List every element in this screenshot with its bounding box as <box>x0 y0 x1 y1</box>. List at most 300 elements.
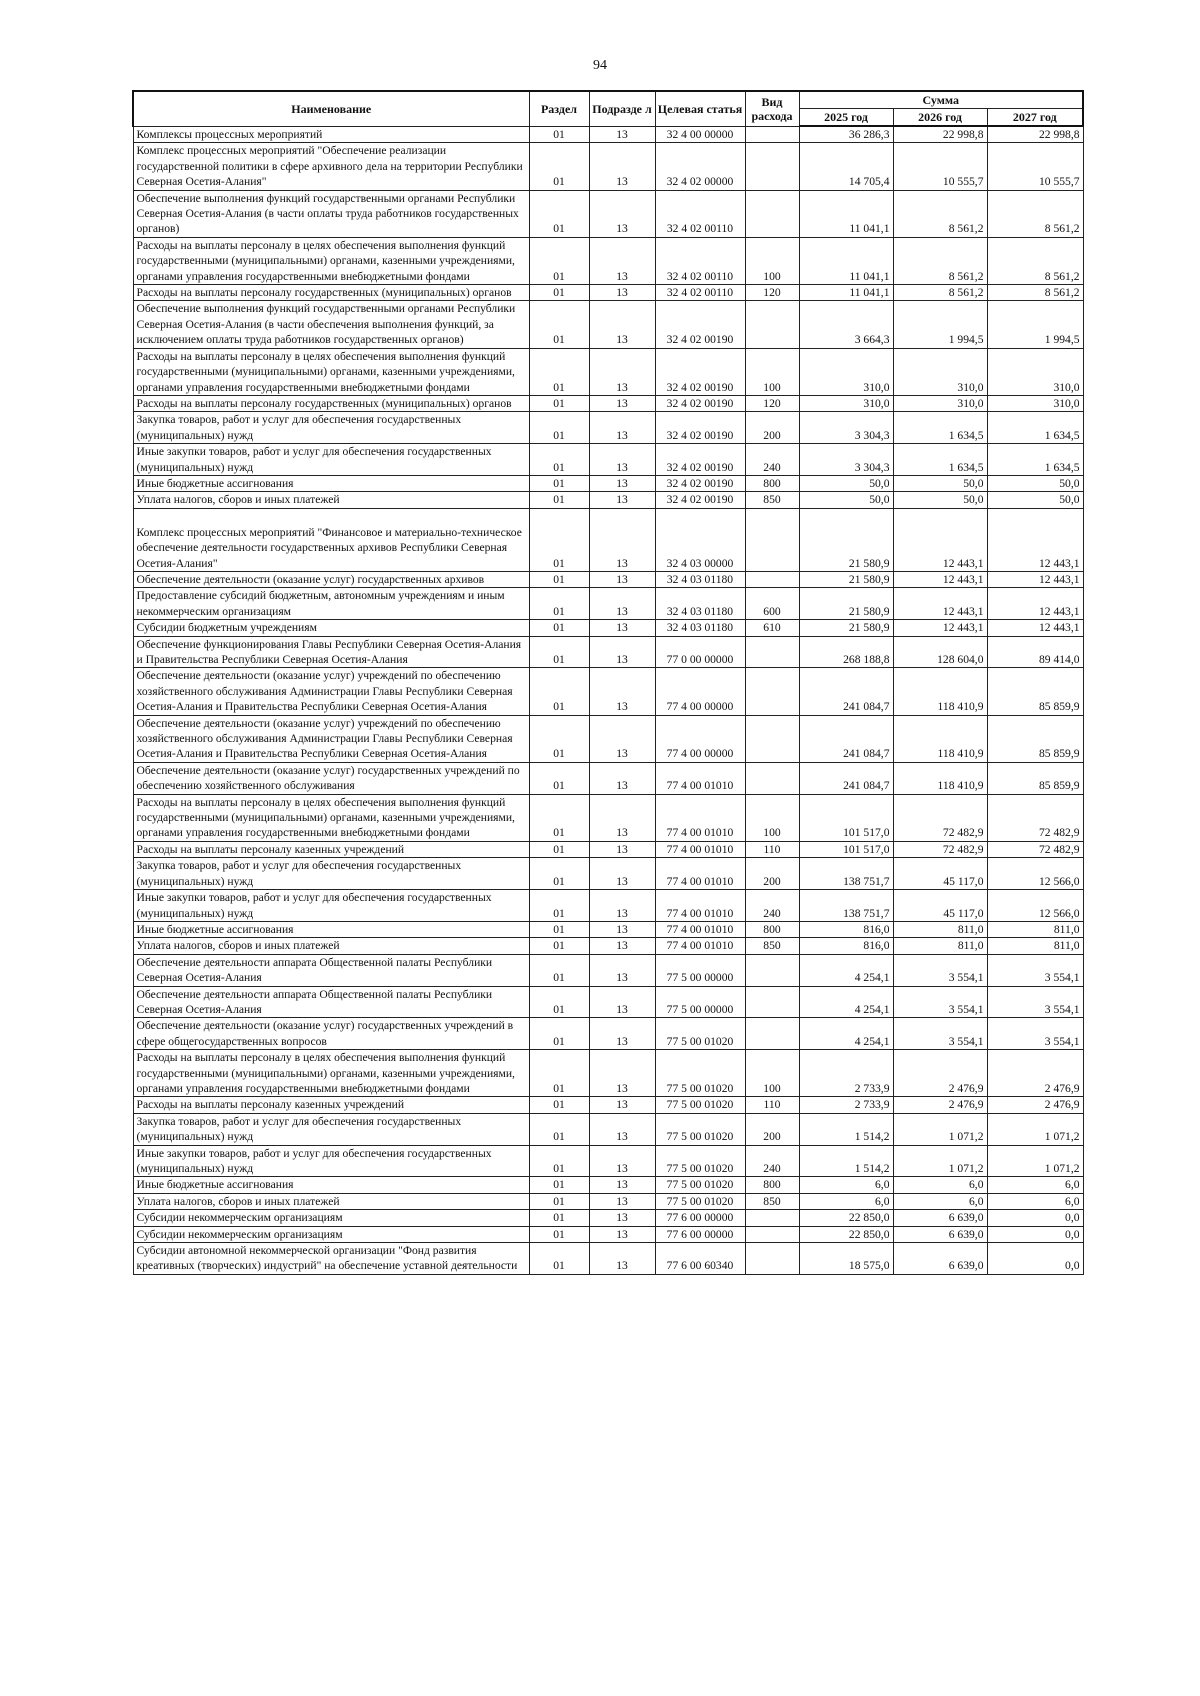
row-section: 01 <box>529 492 589 508</box>
row-sum-2025: 36 286,3 <box>799 126 893 143</box>
row-sum-2025: 310,0 <box>799 348 893 395</box>
row-sum-2026: 72 482,9 <box>893 841 987 857</box>
row-section: 01 <box>529 1018 589 1050</box>
row-sum-2026: 8 561,2 <box>893 285 987 301</box>
row-target: 32 4 02 00190 <box>655 301 745 348</box>
row-subsection: 13 <box>589 715 655 762</box>
row-sum-2026: 8 561,2 <box>893 190 987 237</box>
row-sum-2026: 6,0 <box>893 1177 987 1193</box>
row-sum-2027: 85 859,9 <box>987 668 1083 715</box>
row-sum-2027: 6,0 <box>987 1177 1083 1193</box>
row-name: Субсидии некоммерческим организациям <box>133 1226 529 1242</box>
row-name: Обеспечение деятельности (оказание услуг) государственных учреждений по обеспечению хозяйственного обслуживания <box>133 762 529 794</box>
row-section: 01 <box>529 938 589 954</box>
row-subsection: 13 <box>589 794 655 841</box>
table-row <box>133 571 1083 587</box>
row-sum-2026: 1 634,5 <box>893 444 987 476</box>
row-target: 77 5 00 01020 <box>655 1018 745 1050</box>
row-sum-2027: 6,0 <box>987 1193 1083 1209</box>
row-target: 77 5 00 01020 <box>655 1177 745 1193</box>
row-sum-2026: 3 554,1 <box>893 954 987 986</box>
row-name: Расходы на выплаты персоналу в целях обеспечения выполнения функций государственными (муниципальными) органами, казенными учреждениями, органами управления государственными внебюджетными фондами <box>133 794 529 841</box>
row-name: Субсидии бюджетным учреждениям <box>133 620 529 636</box>
row-name: Иные закупки товаров, работ и услуг для обеспечения государственных (муниципальных) нужд <box>133 444 529 476</box>
row-sum-2025: 3 304,3 <box>799 412 893 444</box>
table-body <box>133 126 1083 1274</box>
row-section: 01 <box>529 986 589 1018</box>
row-target: 77 4 00 00000 <box>655 715 745 762</box>
table-row <box>133 508 1083 571</box>
row-subsection: 13 <box>589 954 655 986</box>
table-row <box>133 1097 1083 1113</box>
row-sum-2027: 12 566,0 <box>987 890 1083 922</box>
row-sum-2027: 811,0 <box>987 921 1083 937</box>
row-kind: 800 <box>745 475 799 491</box>
row-kind <box>745 1018 799 1050</box>
row-kind: 200 <box>745 858 799 890</box>
row-section: 01 <box>529 1050 589 1097</box>
row-sum-2025: 1 514,2 <box>799 1113 893 1145</box>
row-name: Иные закупки товаров, работ и услуг для обеспечения государственных (муниципальных) нужд <box>133 890 529 922</box>
row-name: Расходы на выплаты персоналу в целях обеспечения выполнения функций государственными (муниципальными) органами, казенными учреждениями, органами управления государственными внебюджетными фондами <box>133 1050 529 1097</box>
table-row <box>133 588 1083 620</box>
row-sum-2027: 2 476,9 <box>987 1097 1083 1113</box>
row-sum-2025: 138 751,7 <box>799 890 893 922</box>
row-target: 32 4 02 00190 <box>655 492 745 508</box>
row-sum-2026: 128 604,0 <box>893 636 987 668</box>
row-section: 01 <box>529 285 589 301</box>
row-kind: 800 <box>745 921 799 937</box>
row-sum-2026: 12 443,1 <box>893 571 987 587</box>
row-section: 01 <box>529 1113 589 1145</box>
row-target: 77 4 00 01010 <box>655 762 745 794</box>
row-target: 32 4 03 00000 <box>655 508 745 571</box>
row-name: Комплекс процессных мероприятий "Финансовое и материально-техническое обеспечение деятельности государственных архивов Республики Северная Осетия-Алания" <box>133 508 529 571</box>
row-target: 77 5 00 01020 <box>655 1145 745 1177</box>
table-row <box>133 938 1083 954</box>
row-subsection: 13 <box>589 1210 655 1226</box>
row-target: 77 4 00 01010 <box>655 921 745 937</box>
row-section: 01 <box>529 348 589 395</box>
row-sum-2027: 1 994,5 <box>987 301 1083 348</box>
row-subsection: 13 <box>589 444 655 476</box>
row-sum-2025: 2 733,9 <box>799 1050 893 1097</box>
row-sum-2026: 12 443,1 <box>893 620 987 636</box>
row-subsection: 13 <box>589 1243 655 1275</box>
row-kind: 100 <box>745 1050 799 1097</box>
table-row <box>133 986 1083 1018</box>
row-sum-2025: 11 041,1 <box>799 190 893 237</box>
row-subsection: 13 <box>589 1050 655 1097</box>
row-subsection: 13 <box>589 986 655 1018</box>
row-section: 01 <box>529 395 589 411</box>
row-sum-2027: 3 554,1 <box>987 954 1083 986</box>
row-subsection: 13 <box>589 858 655 890</box>
table-row <box>133 412 1083 444</box>
row-section: 01 <box>529 126 589 143</box>
row-kind: 200 <box>745 412 799 444</box>
row-section: 01 <box>529 1177 589 1193</box>
row-subsection: 13 <box>589 143 655 190</box>
table-row <box>133 1210 1083 1226</box>
row-sum-2027: 3 554,1 <box>987 1018 1083 1050</box>
row-kind <box>745 508 799 571</box>
row-section: 01 <box>529 841 589 857</box>
row-sum-2027: 12 443,1 <box>987 571 1083 587</box>
row-section: 01 <box>529 794 589 841</box>
row-target: 32 4 03 01180 <box>655 588 745 620</box>
row-sum-2027: 1 634,5 <box>987 444 1083 476</box>
row-kind <box>745 762 799 794</box>
row-sum-2025: 21 580,9 <box>799 571 893 587</box>
row-name: Иные бюджетные ассигнования <box>133 921 529 937</box>
row-target: 32 4 03 01180 <box>655 571 745 587</box>
row-sum-2025: 22 850,0 <box>799 1210 893 1226</box>
row-sum-2026: 6 639,0 <box>893 1243 987 1275</box>
row-name: Расходы на выплаты персоналу государственных (муниципальных) органов <box>133 285 529 301</box>
row-sum-2027: 22 998,8 <box>987 126 1083 143</box>
row-section: 01 <box>529 762 589 794</box>
row-kind <box>745 1210 799 1226</box>
row-sum-2026: 6 639,0 <box>893 1210 987 1226</box>
row-kind <box>745 143 799 190</box>
row-subsection: 13 <box>589 508 655 571</box>
row-section: 01 <box>529 668 589 715</box>
table-row <box>133 301 1083 348</box>
row-subsection: 13 <box>589 1193 655 1209</box>
row-section: 01 <box>529 143 589 190</box>
row-sum-2025: 6,0 <box>799 1177 893 1193</box>
row-name: Субсидии автономной некоммерческой организации "Фонд развития креативных (творческих) индустрий" на обеспечение уставной деятельности <box>133 1243 529 1275</box>
row-name: Обеспечение деятельности аппарата Общественной палаты Республики Северная Осетия-Алания <box>133 986 529 1018</box>
table-row <box>133 841 1083 857</box>
row-target: 32 4 02 00190 <box>655 412 745 444</box>
table-row <box>133 190 1083 237</box>
row-subsection: 13 <box>589 841 655 857</box>
table-row <box>133 668 1083 715</box>
row-kind <box>745 668 799 715</box>
row-sum-2027: 310,0 <box>987 348 1083 395</box>
row-sum-2025: 14 705,4 <box>799 143 893 190</box>
header-sum: Сумма <box>799 91 1083 109</box>
row-sum-2025: 138 751,7 <box>799 858 893 890</box>
row-sum-2027: 8 561,2 <box>987 285 1083 301</box>
row-sum-2025: 4 254,1 <box>799 954 893 986</box>
row-sum-2025: 4 254,1 <box>799 986 893 1018</box>
row-name: Расходы на выплаты персоналу государственных (муниципальных) органов <box>133 395 529 411</box>
row-target: 32 4 00 00000 <box>655 126 745 143</box>
row-target: 77 6 00 00000 <box>655 1210 745 1226</box>
row-name: Обеспечение деятельности (оказание услуг) учреждений по обеспечению хозяйственного обслуживания Администрации Главы Республики Северная Осетия-Алания и Правительства Республики Северная Осетия-Алания <box>133 668 529 715</box>
row-sum-2027: 12 443,1 <box>987 508 1083 571</box>
row-subsection: 13 <box>589 1018 655 1050</box>
row-sum-2026: 12 443,1 <box>893 588 987 620</box>
row-subsection: 13 <box>589 1226 655 1242</box>
row-sum-2027: 8 561,2 <box>987 190 1083 237</box>
row-sum-2027: 12 443,1 <box>987 588 1083 620</box>
table-row <box>133 620 1083 636</box>
row-sum-2027: 2 476,9 <box>987 1050 1083 1097</box>
row-sum-2027: 0,0 <box>987 1210 1083 1226</box>
row-subsection: 13 <box>589 921 655 937</box>
page-number: 94 <box>593 58 607 73</box>
row-target: 77 4 00 01010 <box>655 858 745 890</box>
row-section: 01 <box>529 412 589 444</box>
row-subsection: 13 <box>589 588 655 620</box>
header-subsection: Подразде л <box>589 91 655 126</box>
row-name: Обеспечение деятельности (оказание услуг) учреждений по обеспечению хозяйственного обслуживания Администрации Главы Республики Северная Осетия-Алания и Правительства Республики Северная Осетия-Алания <box>133 715 529 762</box>
row-name: Расходы на выплаты персоналу казенных учреждений <box>133 841 529 857</box>
row-target: 32 4 02 00190 <box>655 348 745 395</box>
row-sum-2027: 8 561,2 <box>987 237 1083 284</box>
row-target: 77 6 00 60340 <box>655 1243 745 1275</box>
row-section: 01 <box>529 890 589 922</box>
row-sum-2026: 1 071,2 <box>893 1113 987 1145</box>
row-kind: 110 <box>745 841 799 857</box>
row-subsection: 13 <box>589 1113 655 1145</box>
row-section: 01 <box>529 588 589 620</box>
row-sum-2025: 21 580,9 <box>799 508 893 571</box>
row-sum-2025: 268 188,8 <box>799 636 893 668</box>
row-sum-2026: 1 994,5 <box>893 301 987 348</box>
row-name: Расходы на выплаты персоналу в целях обеспечения выполнения функций государственными (муниципальными) органами, казенными учреждениями, органами управления государственными внебюджетными фондами <box>133 237 529 284</box>
header-target: Целевая статья <box>655 91 745 126</box>
row-sum-2027: 0,0 <box>987 1226 1083 1242</box>
row-target: 77 5 00 00000 <box>655 986 745 1018</box>
row-kind: 850 <box>745 492 799 508</box>
row-sum-2026: 118 410,9 <box>893 715 987 762</box>
row-section: 01 <box>529 921 589 937</box>
row-sum-2026: 6 639,0 <box>893 1226 987 1242</box>
row-subsection: 13 <box>589 126 655 143</box>
row-sum-2027: 1 071,2 <box>987 1113 1083 1145</box>
table-row <box>133 475 1083 491</box>
row-sum-2025: 816,0 <box>799 921 893 937</box>
table-row <box>133 395 1083 411</box>
row-sum-2026: 118 410,9 <box>893 668 987 715</box>
row-name: Иные бюджетные ассигнования <box>133 475 529 491</box>
row-kind <box>745 190 799 237</box>
row-kind <box>745 954 799 986</box>
row-section: 01 <box>529 1226 589 1242</box>
row-sum-2025: 1 514,2 <box>799 1145 893 1177</box>
row-subsection: 13 <box>589 1177 655 1193</box>
row-subsection: 13 <box>589 938 655 954</box>
row-sum-2026: 811,0 <box>893 921 987 937</box>
row-sum-2025: 21 580,9 <box>799 588 893 620</box>
row-subsection: 13 <box>589 190 655 237</box>
row-sum-2025: 22 850,0 <box>799 1226 893 1242</box>
header-2027: 2027 год <box>987 109 1083 127</box>
row-kind <box>745 986 799 1018</box>
row-sum-2025: 101 517,0 <box>799 841 893 857</box>
row-sum-2027: 811,0 <box>987 938 1083 954</box>
row-target: 32 4 02 00190 <box>655 475 745 491</box>
row-name: Обеспечение выполнения функций государственными органами Республики Северная Осетия-Алания (в части обеспечения выполнения функций, за исключением оплаты труда работников государственных органов) <box>133 301 529 348</box>
row-sum-2026: 3 554,1 <box>893 1018 987 1050</box>
row-subsection: 13 <box>589 762 655 794</box>
row-kind: 600 <box>745 588 799 620</box>
row-section: 01 <box>529 858 589 890</box>
row-kind: 110 <box>745 1097 799 1113</box>
row-sum-2025: 816,0 <box>799 938 893 954</box>
row-sum-2025: 241 084,7 <box>799 668 893 715</box>
header-name: Наименование <box>133 91 529 126</box>
header-2026: 2026 год <box>893 109 987 127</box>
row-kind: 850 <box>745 938 799 954</box>
row-sum-2026: 310,0 <box>893 348 987 395</box>
table-row <box>133 890 1083 922</box>
row-target: 77 5 00 01020 <box>655 1097 745 1113</box>
row-name: Обеспечение деятельности аппарата Общественной палаты Республики Северная Осетия-Алания <box>133 954 529 986</box>
row-section: 01 <box>529 475 589 491</box>
row-name: Уплата налогов, сборов и иных платежей <box>133 492 529 508</box>
row-name: Закупка товаров, работ и услуг для обеспечения государственных (муниципальных) нужд <box>133 1113 529 1145</box>
row-sum-2027: 0,0 <box>987 1243 1083 1275</box>
row-sum-2026: 45 117,0 <box>893 890 987 922</box>
row-kind <box>745 301 799 348</box>
row-sum-2026: 3 554,1 <box>893 986 987 1018</box>
row-sum-2025: 101 517,0 <box>799 794 893 841</box>
table-row <box>133 1018 1083 1050</box>
row-subsection: 13 <box>589 890 655 922</box>
row-kind: 100 <box>745 794 799 841</box>
table-row <box>133 126 1083 143</box>
row-name: Обеспечение выполнения функций государственными органами Республики Северная Осетия-Алания (в части оплаты труда работников государственных органов) <box>133 190 529 237</box>
table-row <box>133 1243 1083 1275</box>
row-target: 77 5 00 01020 <box>655 1193 745 1209</box>
table-row <box>133 1193 1083 1209</box>
row-sum-2026: 1 634,5 <box>893 412 987 444</box>
row-sum-2027: 12 566,0 <box>987 858 1083 890</box>
row-section: 01 <box>529 715 589 762</box>
row-sum-2026: 50,0 <box>893 475 987 491</box>
row-section: 01 <box>529 571 589 587</box>
row-subsection: 13 <box>589 412 655 444</box>
row-sum-2025: 3 664,3 <box>799 301 893 348</box>
table-row <box>133 762 1083 794</box>
row-name: Обеспечение деятельности (оказание услуг) государственных архивов <box>133 571 529 587</box>
row-name: Обеспечение деятельности (оказание услуг) государственных учреждений в сфере общегосударственных вопросов <box>133 1018 529 1050</box>
row-sum-2026: 10 555,7 <box>893 143 987 190</box>
row-name: Закупка товаров, работ и услуг для обеспечения государственных (муниципальных) нужд <box>133 858 529 890</box>
row-subsection: 13 <box>589 475 655 491</box>
row-kind: 610 <box>745 620 799 636</box>
row-sum-2026: 1 071,2 <box>893 1145 987 1177</box>
row-target: 32 4 02 00190 <box>655 395 745 411</box>
row-section: 01 <box>529 636 589 668</box>
row-kind: 800 <box>745 1177 799 1193</box>
row-name: Предоставление субсидий бюджетным, автономным учреждениям и иным некоммерческим организациям <box>133 588 529 620</box>
header-section: Раздел <box>529 91 589 126</box>
row-subsection: 13 <box>589 1145 655 1177</box>
row-kind: 100 <box>745 348 799 395</box>
row-sum-2025: 50,0 <box>799 475 893 491</box>
row-target: 77 0 00 00000 <box>655 636 745 668</box>
row-section: 01 <box>529 508 589 571</box>
row-name: Расходы на выплаты персоналу в целях обеспечения выполнения функций государственными (муниципальными) органами, казенными учреждениями, органами управления государственными внебюджетными фондами <box>133 348 529 395</box>
row-sum-2026: 310,0 <box>893 395 987 411</box>
row-sum-2027: 72 482,9 <box>987 794 1083 841</box>
row-sum-2027: 72 482,9 <box>987 841 1083 857</box>
row-section: 01 <box>529 1243 589 1275</box>
row-target: 77 4 00 01010 <box>655 794 745 841</box>
row-name: Уплата налогов, сборов и иных платежей <box>133 938 529 954</box>
row-target: 32 4 02 00110 <box>655 190 745 237</box>
row-subsection: 13 <box>589 285 655 301</box>
table-row <box>133 1226 1083 1242</box>
row-sum-2025: 241 084,7 <box>799 715 893 762</box>
table-header <box>133 91 1083 126</box>
row-target: 32 4 02 00190 <box>655 444 745 476</box>
table-row <box>133 1145 1083 1177</box>
row-sum-2027: 12 443,1 <box>987 620 1083 636</box>
row-kind: 120 <box>745 285 799 301</box>
row-kind: 240 <box>745 444 799 476</box>
row-sum-2027: 310,0 <box>987 395 1083 411</box>
row-subsection: 13 <box>589 492 655 508</box>
row-sum-2025: 11 041,1 <box>799 237 893 284</box>
row-sum-2027: 1 071,2 <box>987 1145 1083 1177</box>
row-kind <box>745 126 799 143</box>
row-section: 01 <box>529 1097 589 1113</box>
table-row <box>133 1050 1083 1097</box>
table-row <box>133 492 1083 508</box>
row-sum-2026: 2 476,9 <box>893 1097 987 1113</box>
table-row <box>133 143 1083 190</box>
row-section: 01 <box>529 954 589 986</box>
table-row <box>133 348 1083 395</box>
row-target: 77 4 00 00000 <box>655 668 745 715</box>
row-sum-2026: 72 482,9 <box>893 794 987 841</box>
row-subsection: 13 <box>589 1097 655 1113</box>
row-kind: 240 <box>745 890 799 922</box>
row-target: 77 4 00 01010 <box>655 841 745 857</box>
row-section: 01 <box>529 444 589 476</box>
row-subsection: 13 <box>589 237 655 284</box>
header-2025: 2025 год <box>799 109 893 127</box>
table-row <box>133 858 1083 890</box>
row-target: 32 4 02 00000 <box>655 143 745 190</box>
row-kind: 100 <box>745 237 799 284</box>
row-sum-2026: 2 476,9 <box>893 1050 987 1097</box>
row-section: 01 <box>529 1210 589 1226</box>
row-name: Комплексы процессных мероприятий <box>133 126 529 143</box>
row-name: Комплекс процессных мероприятий "Обеспечение реализации государственной политики в сфере архивного дела на территории Республики Северная Осетия-Алания" <box>133 143 529 190</box>
row-kind <box>745 1226 799 1242</box>
row-subsection: 13 <box>589 395 655 411</box>
row-sum-2025: 310,0 <box>799 395 893 411</box>
row-kind <box>745 571 799 587</box>
row-sum-2025: 6,0 <box>799 1193 893 1209</box>
row-sum-2027: 1 634,5 <box>987 412 1083 444</box>
row-sum-2025: 241 084,7 <box>799 762 893 794</box>
row-sum-2027: 50,0 <box>987 492 1083 508</box>
row-name: Иные закупки товаров, работ и услуг для обеспечения государственных (муниципальных) нужд <box>133 1145 529 1177</box>
row-sum-2026: 45 117,0 <box>893 858 987 890</box>
row-target: 77 4 00 01010 <box>655 890 745 922</box>
row-subsection: 13 <box>589 571 655 587</box>
row-sum-2026: 50,0 <box>893 492 987 508</box>
header-kind: Вид расхода <box>745 91 799 126</box>
row-subsection: 13 <box>589 348 655 395</box>
row-name: Обеспечение функционирования Главы Республики Северная Осетия-Алания и Правительства Республики Северная Осетия-Алания <box>133 636 529 668</box>
row-kind <box>745 715 799 762</box>
table-row <box>133 1113 1083 1145</box>
row-sum-2026: 22 998,8 <box>893 126 987 143</box>
table-row <box>133 1177 1083 1193</box>
row-subsection: 13 <box>589 620 655 636</box>
